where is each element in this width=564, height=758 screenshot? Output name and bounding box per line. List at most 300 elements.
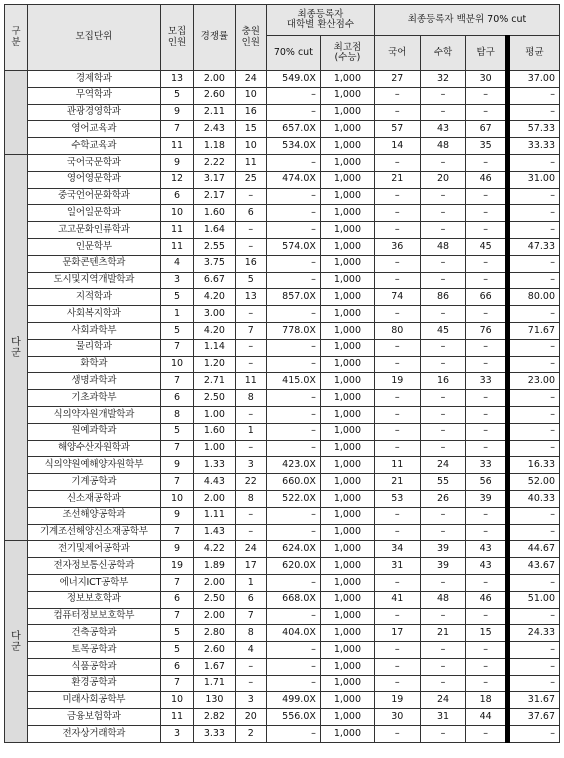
inquiry-cell: – bbox=[466, 205, 508, 222]
math-cell: 86 bbox=[420, 289, 466, 306]
cut70-cell: 499.0X bbox=[266, 692, 320, 709]
table-row bbox=[5, 507, 560, 524]
inquiry-cell: 43 bbox=[466, 541, 508, 558]
max-score-cell: 1,000 bbox=[320, 322, 374, 339]
table-row bbox=[5, 373, 560, 390]
table-row bbox=[5, 658, 560, 675]
math-cell: 39 bbox=[420, 541, 466, 558]
cut70-cell: 624.0X bbox=[266, 541, 320, 558]
competition-cell: 1.43 bbox=[194, 524, 236, 541]
max-score-cell: 1,000 bbox=[320, 658, 374, 675]
table-row bbox=[5, 524, 560, 541]
average-cell: – bbox=[507, 104, 559, 121]
competition-cell: 4.22 bbox=[194, 541, 236, 558]
unit-name-cell: 건축공학과 bbox=[27, 625, 160, 642]
inquiry-cell: 67 bbox=[466, 121, 508, 138]
inquiry-cell: 35 bbox=[466, 138, 508, 155]
korean-cell: 30 bbox=[374, 709, 420, 726]
table-row bbox=[5, 238, 560, 255]
unit-name-cell: 식의약자원개발학과 bbox=[27, 406, 160, 423]
inquiry-cell: – bbox=[466, 726, 508, 743]
table-row bbox=[5, 490, 560, 507]
math-cell: 31 bbox=[420, 709, 466, 726]
competition-cell: 1.89 bbox=[194, 558, 236, 575]
competition-cell: 2.17 bbox=[194, 188, 236, 205]
math-cell: – bbox=[420, 356, 466, 373]
korean-cell: – bbox=[374, 306, 420, 323]
unit-name-cell: 에너지ICT공학부 bbox=[27, 574, 160, 591]
korean-cell: – bbox=[374, 222, 420, 239]
korean-cell: – bbox=[374, 726, 420, 743]
inquiry-cell: – bbox=[466, 608, 508, 625]
average-cell: – bbox=[507, 390, 559, 407]
cut70-cell: 534.0X bbox=[266, 138, 320, 155]
table-row bbox=[5, 356, 560, 373]
unit-name-cell: 조선해양공학과 bbox=[27, 507, 160, 524]
fill-cell: 8 bbox=[235, 490, 266, 507]
unit-name-cell: 원예과학과 bbox=[27, 423, 160, 440]
cut70-cell: – bbox=[266, 423, 320, 440]
average-cell: 80.00 bbox=[507, 289, 559, 306]
cut70-cell: 660.0X bbox=[266, 474, 320, 491]
max-score-cell: 1,000 bbox=[320, 222, 374, 239]
max-score-cell: 1,000 bbox=[320, 306, 374, 323]
table-row bbox=[5, 625, 560, 642]
unit-name-cell: 문화콘텐츠학과 bbox=[27, 255, 160, 272]
max-score-cell: 1,000 bbox=[320, 373, 374, 390]
table-row bbox=[5, 457, 560, 474]
average-cell: 52.00 bbox=[507, 474, 559, 491]
inquiry-cell: – bbox=[466, 390, 508, 407]
competition-cell: 1.00 bbox=[194, 406, 236, 423]
quota-cell: 11 bbox=[160, 138, 193, 155]
korean-cell: 53 bbox=[374, 490, 420, 507]
korean-cell: 21 bbox=[374, 474, 420, 491]
max-score-cell: 1,000 bbox=[320, 188, 374, 205]
competition-cell: 1.64 bbox=[194, 222, 236, 239]
quota-cell: 11 bbox=[160, 709, 193, 726]
korean-cell: – bbox=[374, 642, 420, 659]
max-score-cell: 1,000 bbox=[320, 490, 374, 507]
unit-name-cell: 신소재공학과 bbox=[27, 490, 160, 507]
math-cell: 24 bbox=[420, 692, 466, 709]
unit-name-cell: 사회과학부 bbox=[27, 322, 160, 339]
inquiry-cell: – bbox=[466, 306, 508, 323]
korean-cell: – bbox=[374, 608, 420, 625]
fill-cell: – bbox=[235, 356, 266, 373]
cut70-cell: 778.0X bbox=[266, 322, 320, 339]
quota-cell: 7 bbox=[160, 474, 193, 491]
competition-cell: 4.43 bbox=[194, 474, 236, 491]
max-score-cell: 1,000 bbox=[320, 71, 374, 88]
average-cell: – bbox=[507, 255, 559, 272]
competition-cell: 2.50 bbox=[194, 591, 236, 608]
korean-cell: – bbox=[374, 658, 420, 675]
math-cell: – bbox=[420, 390, 466, 407]
average-cell: 37.67 bbox=[507, 709, 559, 726]
quota-cell: 11 bbox=[160, 222, 193, 239]
fill-cell: 25 bbox=[235, 171, 266, 188]
fill-cell: – bbox=[235, 238, 266, 255]
competition-cell: 1.00 bbox=[194, 440, 236, 457]
math-cell: – bbox=[420, 104, 466, 121]
max-score-cell: 1,000 bbox=[320, 625, 374, 642]
math-cell: – bbox=[420, 440, 466, 457]
average-cell: 16.33 bbox=[507, 457, 559, 474]
max-score-cell: 1,000 bbox=[320, 692, 374, 709]
cut70-cell: – bbox=[266, 406, 320, 423]
table-row bbox=[5, 121, 560, 138]
korean-cell: 41 bbox=[374, 591, 420, 608]
header-max-score: 최고점 (수능) bbox=[320, 36, 374, 71]
math-cell: 26 bbox=[420, 490, 466, 507]
math-cell: – bbox=[420, 272, 466, 289]
unit-name-cell: 전자상거래학과 bbox=[27, 726, 160, 743]
math-cell: 16 bbox=[420, 373, 466, 390]
fill-cell: 7 bbox=[235, 322, 266, 339]
quota-cell: 11 bbox=[160, 238, 193, 255]
inquiry-cell: 46 bbox=[466, 591, 508, 608]
fill-cell: 22 bbox=[235, 474, 266, 491]
fill-cell: 4 bbox=[235, 642, 266, 659]
fill-cell: 5 bbox=[235, 272, 266, 289]
math-cell: – bbox=[420, 726, 466, 743]
competition-cell: 2.00 bbox=[194, 608, 236, 625]
average-cell: – bbox=[507, 440, 559, 457]
average-cell: – bbox=[507, 507, 559, 524]
header-gubun: 구 분 bbox=[5, 5, 28, 71]
average-cell: – bbox=[507, 574, 559, 591]
korean-cell: – bbox=[374, 507, 420, 524]
quota-cell: 7 bbox=[160, 121, 193, 138]
max-score-cell: 1,000 bbox=[320, 709, 374, 726]
cut70-cell: – bbox=[266, 356, 320, 373]
inquiry-cell: 33 bbox=[466, 457, 508, 474]
average-cell: 44.67 bbox=[507, 541, 559, 558]
math-cell: – bbox=[420, 339, 466, 356]
math-cell: – bbox=[420, 524, 466, 541]
math-cell: 55 bbox=[420, 474, 466, 491]
fill-cell: 6 bbox=[235, 591, 266, 608]
math-cell: – bbox=[420, 423, 466, 440]
quota-cell: 10 bbox=[160, 356, 193, 373]
quota-cell: 7 bbox=[160, 574, 193, 591]
fill-cell: 11 bbox=[235, 154, 266, 171]
header-math: 수학 bbox=[420, 36, 466, 71]
cut70-cell: 620.0X bbox=[266, 558, 320, 575]
unit-name-cell: 해양수산자원학과 bbox=[27, 440, 160, 457]
cut70-cell: – bbox=[266, 608, 320, 625]
cut70-cell: 657.0X bbox=[266, 121, 320, 138]
quota-cell: 5 bbox=[160, 322, 193, 339]
average-cell: – bbox=[507, 154, 559, 171]
average-cell: 23.00 bbox=[507, 373, 559, 390]
table-row bbox=[5, 692, 560, 709]
quota-cell: 6 bbox=[160, 188, 193, 205]
header-quota: 모집 인원 bbox=[160, 5, 193, 71]
table-row bbox=[5, 138, 560, 155]
korean-cell: – bbox=[374, 205, 420, 222]
math-cell: – bbox=[420, 205, 466, 222]
inquiry-cell: 44 bbox=[466, 709, 508, 726]
cut70-cell: 404.0X bbox=[266, 625, 320, 642]
inquiry-cell: – bbox=[466, 440, 508, 457]
quota-cell: 12 bbox=[160, 171, 193, 188]
inquiry-cell: – bbox=[466, 356, 508, 373]
max-score-cell: 1,000 bbox=[320, 104, 374, 121]
quota-cell: 7 bbox=[160, 339, 193, 356]
competition-cell: 2.43 bbox=[194, 121, 236, 138]
korean-cell: – bbox=[374, 272, 420, 289]
cut70-cell: – bbox=[266, 642, 320, 659]
fill-cell: – bbox=[235, 222, 266, 239]
quota-cell: 9 bbox=[160, 541, 193, 558]
math-cell: – bbox=[420, 154, 466, 171]
cut70-cell: 574.0X bbox=[266, 238, 320, 255]
quota-cell: 5 bbox=[160, 625, 193, 642]
max-score-cell: 1,000 bbox=[320, 642, 374, 659]
competition-cell: 2.80 bbox=[194, 625, 236, 642]
inquiry-cell: – bbox=[466, 154, 508, 171]
inquiry-cell: 43 bbox=[466, 558, 508, 575]
inquiry-cell: – bbox=[466, 339, 508, 356]
unit-name-cell: 중국언어문화학과 bbox=[27, 188, 160, 205]
math-cell: – bbox=[420, 642, 466, 659]
quota-cell: 10 bbox=[160, 490, 193, 507]
table-row bbox=[5, 574, 560, 591]
korean-cell: – bbox=[374, 87, 420, 104]
korean-cell: 19 bbox=[374, 373, 420, 390]
quota-cell: 13 bbox=[160, 71, 193, 88]
math-cell: 21 bbox=[420, 625, 466, 642]
fill-cell: 15 bbox=[235, 121, 266, 138]
korean-cell: 27 bbox=[374, 71, 420, 88]
cut70-cell: 415.0X bbox=[266, 373, 320, 390]
header-average: 평균 bbox=[507, 36, 559, 71]
table-row bbox=[5, 339, 560, 356]
inquiry-cell: 45 bbox=[466, 238, 508, 255]
max-score-cell: 1,000 bbox=[320, 608, 374, 625]
korean-cell: – bbox=[374, 104, 420, 121]
korean-cell: 21 bbox=[374, 171, 420, 188]
inquiry-cell: – bbox=[466, 87, 508, 104]
max-score-cell: 1,000 bbox=[320, 541, 374, 558]
competition-cell: 1.18 bbox=[194, 138, 236, 155]
competition-cell: 1.60 bbox=[194, 205, 236, 222]
competition-cell: 130 bbox=[194, 692, 236, 709]
korean-cell: 57 bbox=[374, 121, 420, 138]
inquiry-cell: 39 bbox=[466, 490, 508, 507]
competition-cell: 2.71 bbox=[194, 373, 236, 390]
competition-cell: 2.11 bbox=[194, 104, 236, 121]
max-score-cell: 1,000 bbox=[320, 423, 374, 440]
korean-cell: – bbox=[374, 675, 420, 692]
average-cell: 37.00 bbox=[507, 71, 559, 88]
average-cell: – bbox=[507, 188, 559, 205]
unit-name-cell: 고고문화인류학과 bbox=[27, 222, 160, 239]
average-cell: – bbox=[507, 222, 559, 239]
table-row bbox=[5, 591, 560, 608]
inquiry-cell: 18 bbox=[466, 692, 508, 709]
inquiry-cell: 46 bbox=[466, 171, 508, 188]
inquiry-cell: – bbox=[466, 524, 508, 541]
math-cell: – bbox=[420, 255, 466, 272]
average-cell: 33.33 bbox=[507, 138, 559, 155]
competition-cell: 1.60 bbox=[194, 423, 236, 440]
group-label bbox=[5, 71, 28, 155]
quota-cell: 9 bbox=[160, 154, 193, 171]
fill-cell: 1 bbox=[235, 574, 266, 591]
max-score-cell: 1,000 bbox=[320, 356, 374, 373]
inquiry-cell: – bbox=[466, 406, 508, 423]
math-cell: 39 bbox=[420, 558, 466, 575]
max-score-cell: 1,000 bbox=[320, 390, 374, 407]
table-row bbox=[5, 423, 560, 440]
average-cell: – bbox=[507, 356, 559, 373]
max-score-cell: 1,000 bbox=[320, 440, 374, 457]
inquiry-cell: – bbox=[466, 423, 508, 440]
competition-cell: 4.20 bbox=[194, 322, 236, 339]
unit-name-cell: 사회복지학과 bbox=[27, 306, 160, 323]
cut70-cell: – bbox=[266, 524, 320, 541]
unit-name-cell: 금융보험학과 bbox=[27, 709, 160, 726]
korean-cell: – bbox=[374, 440, 420, 457]
fill-cell: – bbox=[235, 507, 266, 524]
quota-cell: 10 bbox=[160, 692, 193, 709]
competition-cell: 1.14 bbox=[194, 339, 236, 356]
cut70-cell: – bbox=[266, 574, 320, 591]
average-cell: 43.67 bbox=[507, 558, 559, 575]
table-row bbox=[5, 675, 560, 692]
average-cell: – bbox=[507, 272, 559, 289]
competition-cell: 1.67 bbox=[194, 658, 236, 675]
fill-cell: 6 bbox=[235, 205, 266, 222]
average-cell: – bbox=[507, 87, 559, 104]
average-cell: 57.33 bbox=[507, 121, 559, 138]
cut70-cell: – bbox=[266, 87, 320, 104]
korean-cell: – bbox=[374, 574, 420, 591]
max-score-cell: 1,000 bbox=[320, 272, 374, 289]
inquiry-cell: – bbox=[466, 272, 508, 289]
quota-cell: 7 bbox=[160, 675, 193, 692]
math-cell: – bbox=[420, 507, 466, 524]
average-cell: 51.00 bbox=[507, 591, 559, 608]
fill-cell: 10 bbox=[235, 138, 266, 155]
competition-cell: 1.33 bbox=[194, 457, 236, 474]
average-cell: – bbox=[507, 658, 559, 675]
unit-name-cell: 환경공학과 bbox=[27, 675, 160, 692]
fill-cell: – bbox=[235, 188, 266, 205]
table-row bbox=[5, 558, 560, 575]
average-cell: – bbox=[507, 675, 559, 692]
quota-cell: 6 bbox=[160, 390, 193, 407]
cut70-cell: – bbox=[266, 440, 320, 457]
math-cell: 45 bbox=[420, 322, 466, 339]
korean-cell: – bbox=[374, 356, 420, 373]
max-score-cell: 1,000 bbox=[320, 726, 374, 743]
header-competition: 경쟁률 bbox=[194, 5, 236, 71]
cut70-cell: 423.0X bbox=[266, 457, 320, 474]
unit-name-cell: 전기및제어공학과 bbox=[27, 541, 160, 558]
korean-cell: 74 bbox=[374, 289, 420, 306]
korean-cell: – bbox=[374, 524, 420, 541]
max-score-cell: 1,000 bbox=[320, 507, 374, 524]
unit-name-cell: 도시및지역개발학과 bbox=[27, 272, 160, 289]
table-row bbox=[5, 390, 560, 407]
quota-cell: 9 bbox=[160, 104, 193, 121]
header-cut70: 70% cut bbox=[266, 36, 320, 71]
unit-name-cell: 국어국문학과 bbox=[27, 154, 160, 171]
quota-cell: 5 bbox=[160, 423, 193, 440]
competition-cell: 1.71 bbox=[194, 675, 236, 692]
inquiry-cell: – bbox=[466, 255, 508, 272]
inquiry-cell: 15 bbox=[466, 625, 508, 642]
unit-name-cell: 생명과학과 bbox=[27, 373, 160, 390]
competition-cell: 2.50 bbox=[194, 390, 236, 407]
inquiry-cell: 33 bbox=[466, 373, 508, 390]
unit-name-cell: 화학과 bbox=[27, 356, 160, 373]
fill-cell: – bbox=[235, 406, 266, 423]
korean-cell: – bbox=[374, 390, 420, 407]
fill-cell: – bbox=[235, 524, 266, 541]
max-score-cell: 1,000 bbox=[320, 406, 374, 423]
cut70-cell: 522.0X bbox=[266, 490, 320, 507]
quota-cell: 19 bbox=[160, 558, 193, 575]
cut70-cell: – bbox=[266, 658, 320, 675]
korean-cell: 80 bbox=[374, 322, 420, 339]
table-row bbox=[5, 104, 560, 121]
quota-cell: 5 bbox=[160, 642, 193, 659]
korean-cell: – bbox=[374, 406, 420, 423]
quota-cell: 1 bbox=[160, 306, 193, 323]
table-row bbox=[5, 154, 560, 171]
competition-cell: 2.00 bbox=[194, 574, 236, 591]
math-cell: 48 bbox=[420, 238, 466, 255]
unit-name-cell: 기계조선해양신소재공학부 bbox=[27, 524, 160, 541]
cut70-cell: – bbox=[266, 188, 320, 205]
quota-cell: 9 bbox=[160, 507, 193, 524]
max-score-cell: 1,000 bbox=[320, 87, 374, 104]
cut70-cell: – bbox=[266, 306, 320, 323]
average-cell: – bbox=[507, 608, 559, 625]
average-cell: 47.33 bbox=[507, 238, 559, 255]
competition-cell: 3.00 bbox=[194, 306, 236, 323]
inquiry-cell: – bbox=[466, 104, 508, 121]
competition-cell: 1.11 bbox=[194, 507, 236, 524]
math-cell: 48 bbox=[420, 138, 466, 155]
competition-cell: 2.22 bbox=[194, 154, 236, 171]
average-cell: – bbox=[507, 524, 559, 541]
unit-name-cell: 무역학과 bbox=[27, 87, 160, 104]
table-row bbox=[5, 171, 560, 188]
cut70-cell: 474.0X bbox=[266, 171, 320, 188]
inquiry-cell: 56 bbox=[466, 474, 508, 491]
table-row bbox=[5, 87, 560, 104]
math-cell: 43 bbox=[420, 121, 466, 138]
unit-name-cell: 식품공학과 bbox=[27, 658, 160, 675]
cut70-cell: 857.0X bbox=[266, 289, 320, 306]
cut70-cell: – bbox=[266, 222, 320, 239]
quota-cell: 7 bbox=[160, 608, 193, 625]
unit-name-cell: 관광경영학과 bbox=[27, 104, 160, 121]
fill-cell: – bbox=[235, 658, 266, 675]
max-score-cell: 1,000 bbox=[320, 238, 374, 255]
inquiry-cell: – bbox=[466, 574, 508, 591]
cut70-cell: – bbox=[266, 205, 320, 222]
math-cell: – bbox=[420, 406, 466, 423]
average-cell: 40.33 bbox=[507, 490, 559, 507]
inquiry-cell: – bbox=[466, 188, 508, 205]
